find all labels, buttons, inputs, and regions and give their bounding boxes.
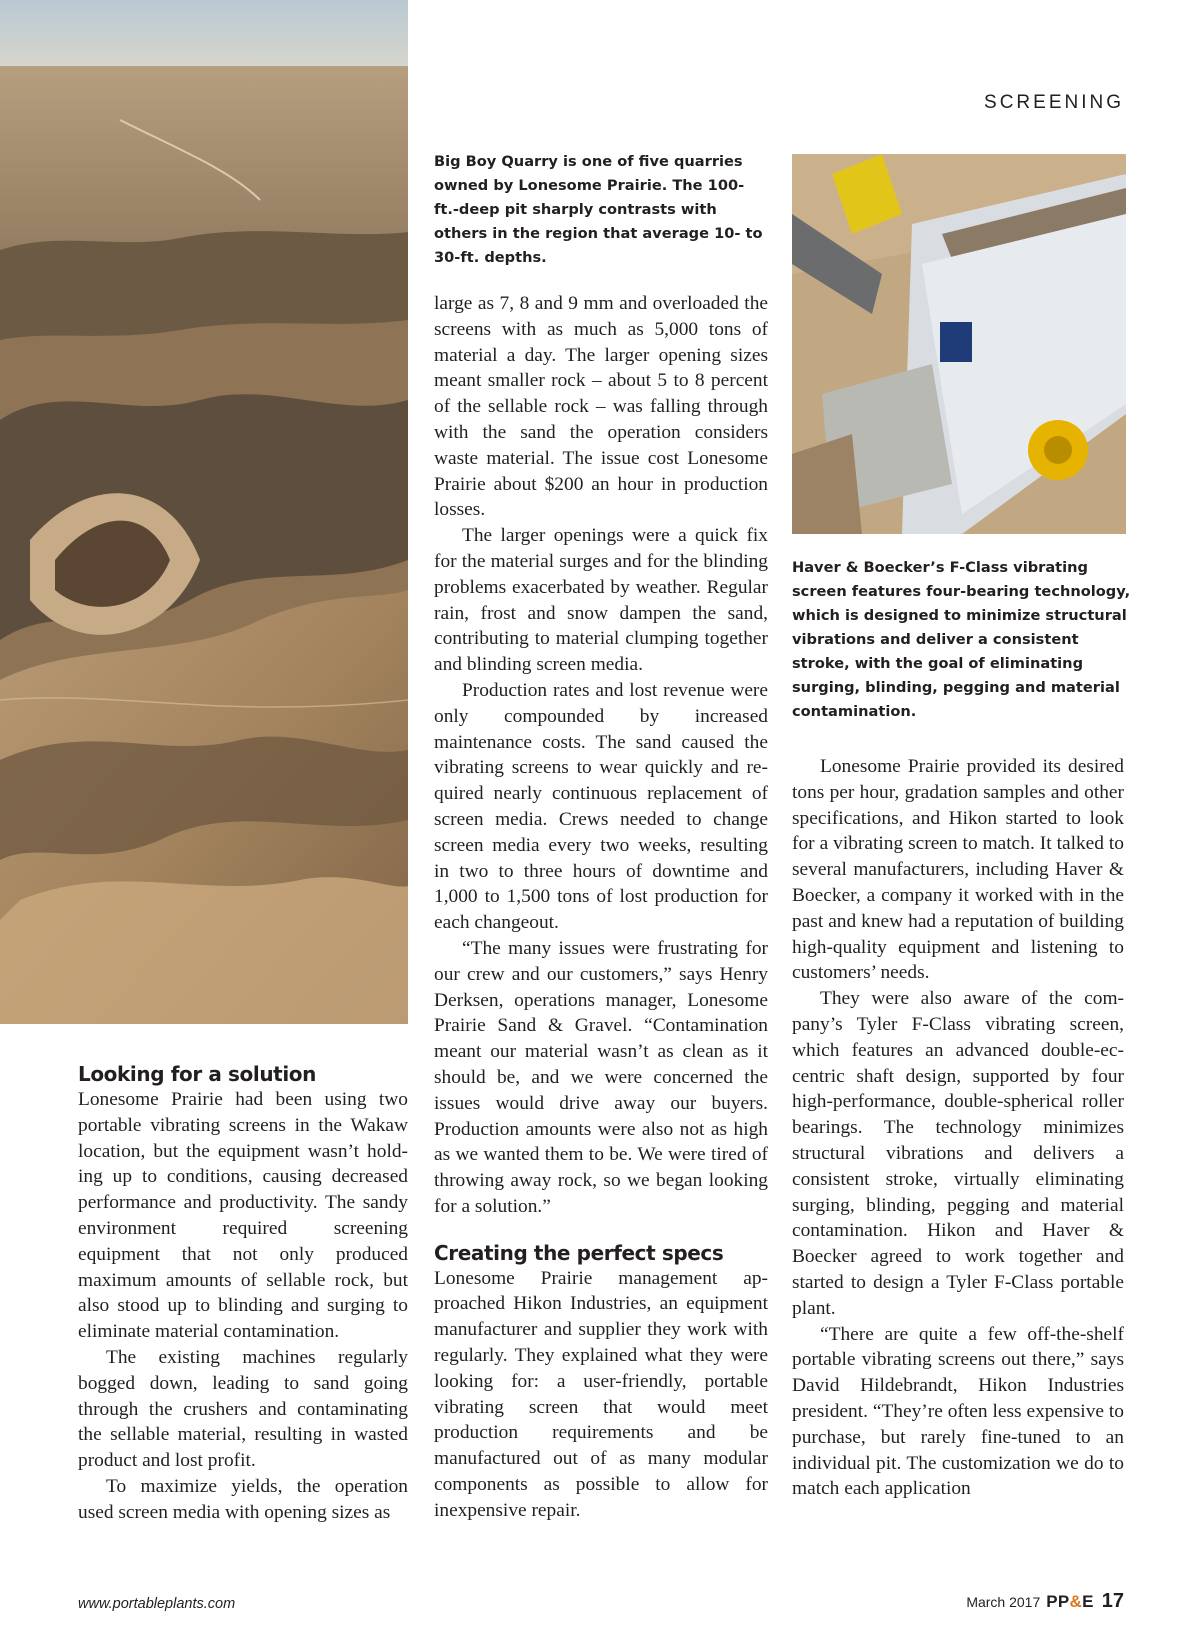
paragraph: large as 7, 8 and 9 mm and overloaded the screens with as much as 5,000 tons of material a day. The larger opening sizes meant smaller rock – about 5 to 8 percent of the sellable rock – was falling through with the sand the operation considers waste material. The issue cost Lonesome Prairie about $200 an hour in production losses. [434,293,768,521]
magazine-brand [1046,1592,1094,1612]
section-label: SCREENING [984,92,1124,113]
vibrating-screen-photo [792,154,1126,534]
article-column-middle [434,291,768,1524]
brand-ampersand: & [1069,1592,1083,1611]
screen-photo-illustration [792,154,1126,534]
heading-looking-for-solution: Looking for a solution [78,1062,316,1086]
screen-photo-caption: Haver & Boecker’s F-Class vibrating screen features four-bearing technology, which is designed to minimize structural vibrations and deliver a consistent stroke, with the goal of eliminating surging, blinding, pegging and material contamination. [792,559,1131,720]
issue-date: March 2017 [966,1594,1041,1610]
quarry-aerial-photo [0,0,408,1024]
paragraph: They were also aware of the company’s Tyler F-Class vibrating screen, which features an advanced double-eccentric shaft design, supported by four high-performance, double-spherical roller bearings. The technology minimizes structural vibrations and delivers a consistent stroke, virtually eliminating surging, blinding, pegging and material contamination. Hikon and Haver & Boecker agreed to work together and started to design a Tyler F-Class portable plant. [792,988,1124,1319]
paragraph: “The many issues were frustrating for our crew and our customers,” says Henry Derksen, operations manager, Lonesome Prairie Sand & Gravel. “Contamination meant our material wasn’t as clean as it should be, and we were concerned the issues would drive away our buyers. Production amounts were also not as high as we wanted them to be. We were tired of throwing away rock, so we began looking for a solution.” [434,937,768,1217]
footer-folio [966,1590,1124,1613]
footer-website-link[interactable]: www.portableplants.com [78,1596,236,1612]
paragraph: “There are quite a few off-the-shelf portable vibrating screens out there,” says David Hildebrandt, Hikon Industries president. “They’re often less expensive to purchase, but rarely fine-tuned to an individual pit. The customization we do to match each application [792,1323,1124,1500]
paragraph: The existing machines regularly bogged down, leading to sand going through the crushers and contaminating the sellable material, resulting in wasted product and lost profit. [78,1346,408,1472]
brand-part-right: E [1082,1592,1094,1611]
paragraph: Lonesome Prairie had been using two portable vibrating screens in the Wakaw location, but the equipment wasn’t holding up to conditions, causing decreased performance and productivity. The sandy environment required screening equipment that not only produced maximum amounts of sellable rock, but also stood up to blinding and surging to eliminate material contamination. [78,1089,408,1343]
paragraph: Lonesome Prairie provided its desired tons per hour, gradation samples and other specifications, and Hikon started to look for a vibrating screen to match. It talked to several manufacturers, including Haver & Boecker, a company it worked with in the past and knew had a reputation of building high-quality equipment and listening to customers’ needs. [792,756,1124,984]
paragraph: The larger openings were a quick fix for the material surges and for the blinding problems exacerbated by weather. Regular rain, frost and snow dampen the sand, contributing to material clumping together and blinding screen media. [434,525,768,676]
paragraph: Production rates and lost revenue were only compounded by increased maintenance costs. The sand caused the vibrating screens to wear quickly and required nearly continuous replacement of screen media. Crews needed to change screen media every two weeks, resulting in two to three hours of downtime and 1,000 to 1,500 tons of lost production for each changeout. [434,679,768,934]
heading-creating-perfect-specs: Creating the perfect specs [434,1240,724,1265]
paragraph: To maximize yields, the operation used screen media with opening sizes as [78,1475,408,1523]
quarry-photo-illustration [0,0,408,1024]
quarry-photo-caption: Big Boy Quarry is one of five quarries owned by Lonesome Prairie. The 100-ft.-deep pit sharply contrasts with others in the region that average 10- to 30-ft. depths. [434,153,763,266]
page-number: 17 [1101,1590,1124,1612]
brand-part-left: PP [1046,1592,1070,1611]
paragraph: Lonesome Prairie management approached Hikon Industries, an equipment manufacturer and supplier they work with regularly. They explained what they were looking for: a user-friendly, portable vibrating screen that would meet production requirements and be manufactured out of as many modular components as possible to allow for inexpensive repair. [434,1267,768,1521]
article-column-left [78,1061,408,1526]
article-column-right [792,754,1124,1502]
